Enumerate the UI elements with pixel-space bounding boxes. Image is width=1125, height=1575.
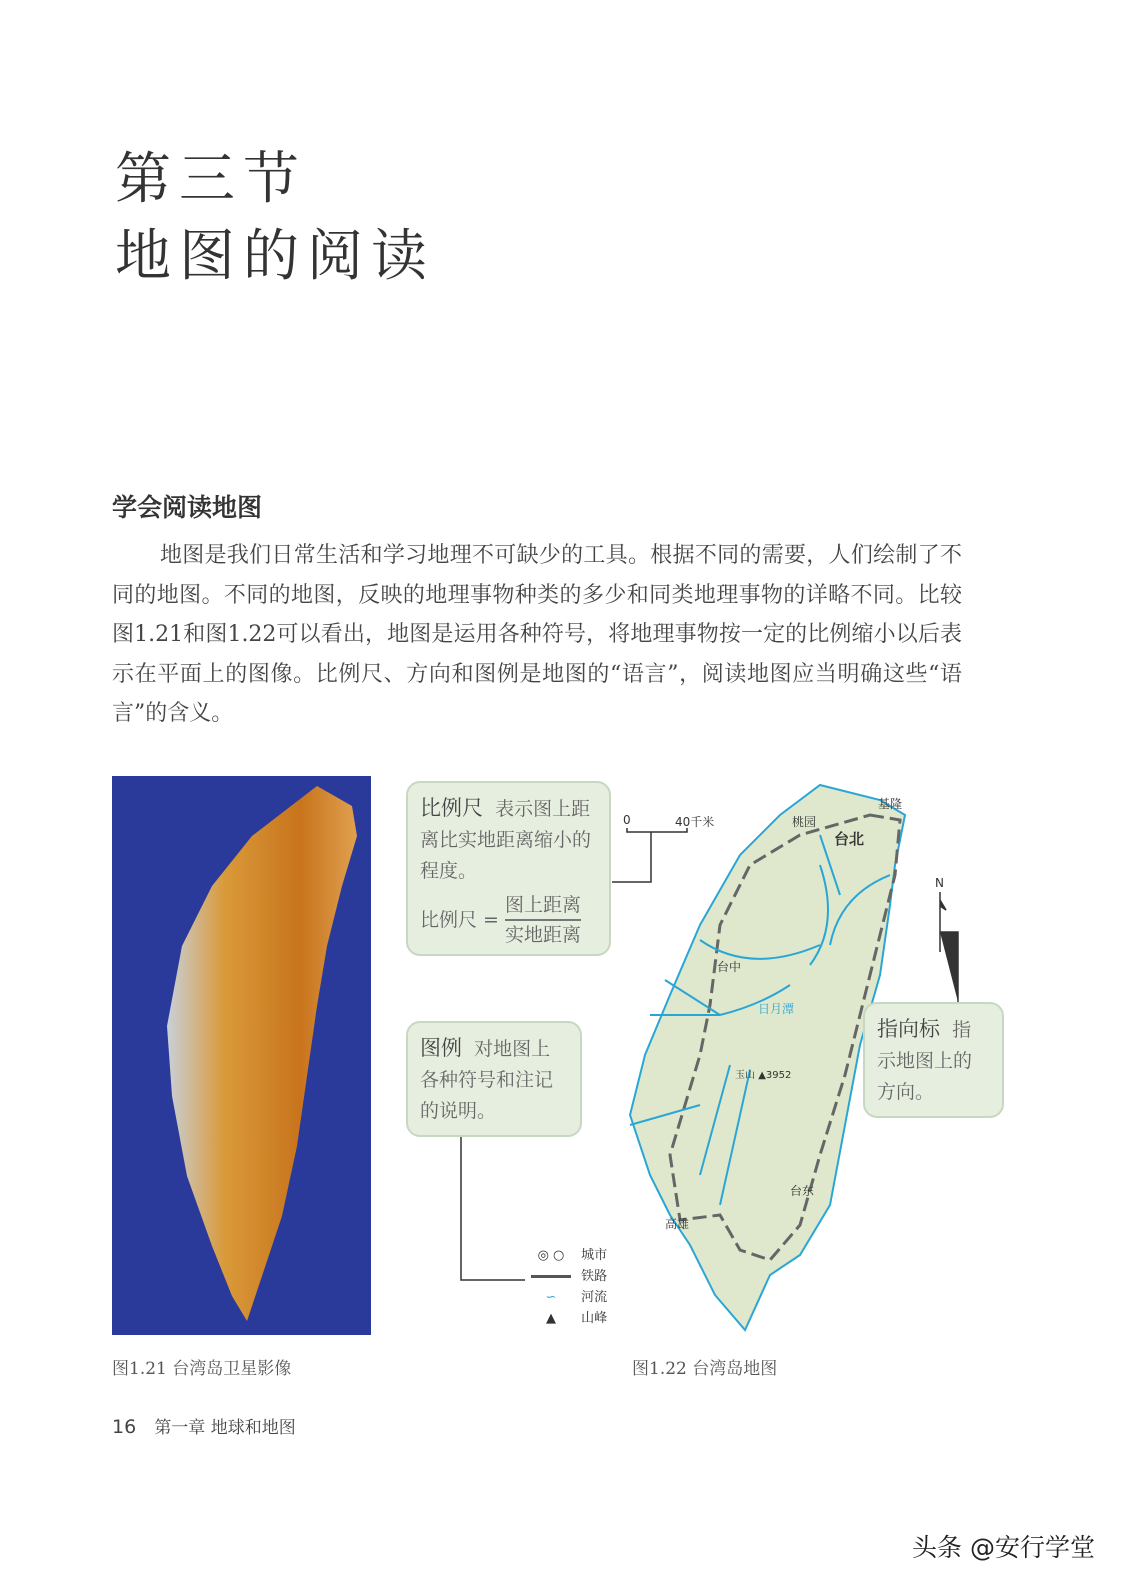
section-number: 第三节 [115,147,307,212]
scale-bar-start: 0 [623,813,631,827]
peak-icon: ▲ [546,1311,556,1326]
scale-callout [406,781,611,956]
map-label-keelung: 基隆 [878,797,903,811]
chapter-title: 第一章 地球和地图 [154,1418,296,1438]
map-label-sunmoon-lake: 日月潭 [758,1002,795,1016]
legend-term: 图例 [420,1036,462,1060]
map-legend [525,1245,607,1329]
river-icon: ∽ [545,1290,557,1305]
scale-bar [605,820,695,890]
north-arrow-icon [930,890,970,1005]
scale-term: 比例尺 [420,796,483,820]
north-term: 指向标 [877,1017,940,1041]
map-label-taoyuan: 桃园 [792,815,817,829]
legend-callout [406,1021,582,1137]
legend-desc: 对地图上各种符号和注记的说明。 [420,1038,554,1122]
formula-denominator: 实地距离 [504,924,581,946]
scale-bar-end: 40千米 [675,815,715,829]
footer [112,1413,296,1438]
railway-icon [525,1266,577,1287]
map-label-taichung: 台中 [717,960,742,974]
city-icon: ◎ ○ [537,1248,565,1263]
body-paragraph: 地图是我们日常生活和学习地理不可缺少的工具。根据不同的需要，人们绘制了不同的地图。不同的地图，反映的地理事物种类的多少和同类地理事物的详略不同。比较图1.21和图1.22可以看出，地图是运用各种符号，将地理事物按一定的比例缩小以后表示在平面上的图像。比例尺、方向和图例是地图的“语言”，阅读地图应当明确这些“语言”的含义。 [112,543,962,726]
section-title: 地图的阅读 [115,224,435,289]
north-label: N [935,876,944,890]
map-label-yushan: 玉山 [735,1070,755,1081]
subheading: 学会阅读地图 [112,493,263,522]
legend-peak: 山峰 [581,1311,608,1326]
formula-numerator: 图上距离 [505,891,581,921]
figure-1-22-caption: 图1.22 台湾岛地图 [632,1359,778,1379]
map-label-taipei: 台北 [834,830,865,848]
legend-connector [455,1137,535,1287]
mountain-icon: ▲ [758,1070,766,1081]
page-number: 16 [112,1416,137,1438]
map-label-kaohsiung: 高雄 [665,1217,690,1231]
legend-city: 城市 [581,1248,608,1263]
figure-1-21-caption: 图1.21 台湾岛卫星影像 [112,1359,292,1379]
north-callout [863,1002,1004,1118]
north-desc: 指示地图上的方向。 [877,1019,973,1103]
legend-river: 河流 [581,1290,608,1305]
formula-left: 比例尺 = [420,908,499,931]
yushan-height: 3952 [765,1070,792,1081]
satellite-image [112,776,371,1335]
watermark: 头条 @安行学堂 [912,1533,1095,1562]
scale-desc: 表示图上距离比实地距离缩小的程度。 [420,798,592,882]
legend-railway: 铁路 [581,1269,608,1284]
map-label-taitung: 台东 [790,1184,815,1198]
